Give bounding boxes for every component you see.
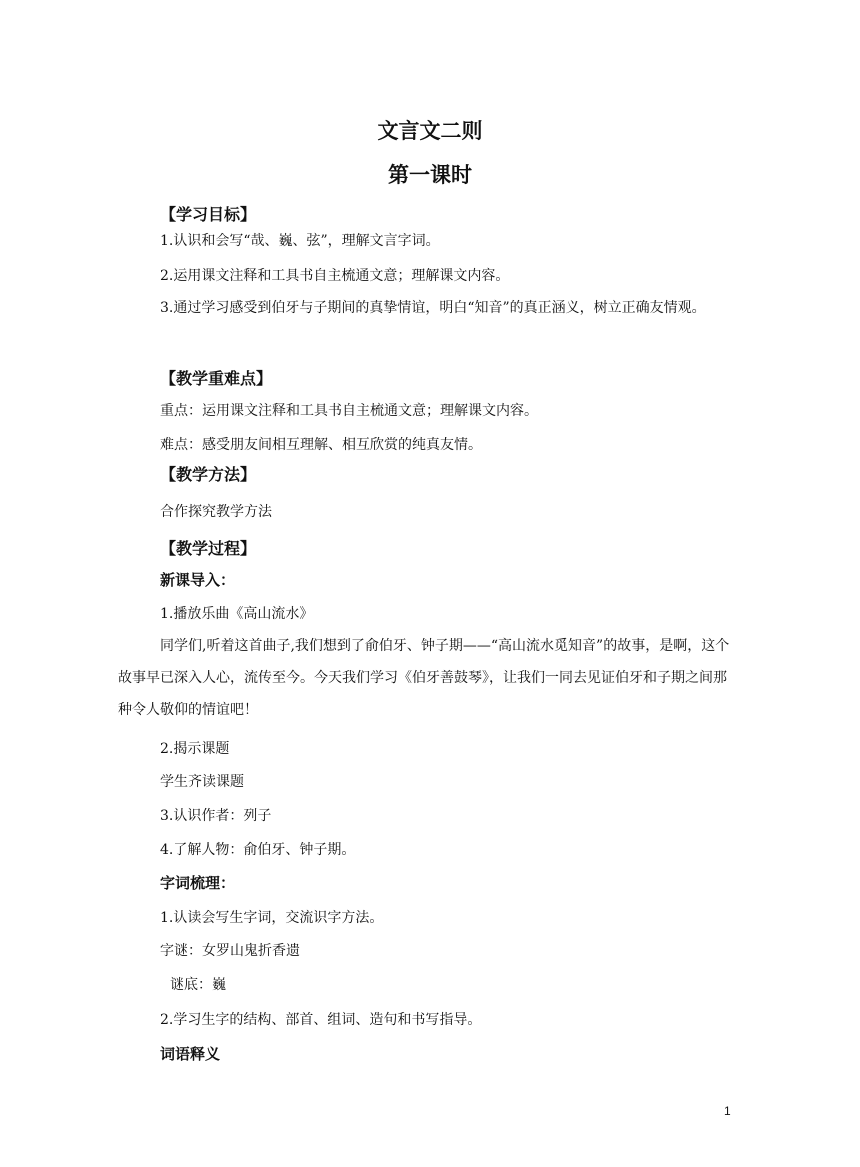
- intro-paragraph: 同学们,听着这首曲子,我们想到了俞伯牙、钟子期——“高山流水觅知音”的故事，是啊，这个故事早已深入人心，流传至今。今天我们学习《伯牙善鼓琴》，让我们一同去见证伯牙和子期之间那种令人敬仰的情谊吧！: [118, 638, 730, 718]
- words-item-2: 2.学习生字的结构、部首、组词、造句和书写指导。: [160, 1012, 482, 1028]
- intro-heading: 新课导入：: [160, 571, 236, 589]
- words-item-1: 1.认读会写生字词，交流识字方法。: [160, 910, 384, 926]
- riddle-answer: 谜底：巍: [170, 977, 226, 993]
- method-text: 合作探究教学方法: [160, 504, 272, 520]
- intro-item-2: 2.揭示课题: [160, 741, 230, 757]
- doc-title: 文言文二则: [377, 118, 483, 143]
- method-heading: 【教学方法】: [160, 465, 257, 484]
- intro-item-3: 3.认识作者：列子: [160, 808, 272, 824]
- process-heading: 【教学过程】: [160, 539, 257, 558]
- page-number: 1: [724, 1104, 731, 1118]
- goal-2: 2.运用课文注释和工具书自主梳通文意；理解课文内容。: [160, 268, 510, 284]
- keypoints-heading: 【教学重难点】: [160, 369, 273, 388]
- intro-item-2-sub: 学生齐读课题: [160, 774, 244, 790]
- difficult-point: 难点：感受朋友间相互理解、相互欣赏的纯真友情。: [160, 437, 482, 453]
- vocab-heading: 词语释义: [160, 1045, 221, 1063]
- goal-1: 1.认识和会写“哉、巍、弦”，理解文言字词。: [160, 233, 440, 249]
- doc-subtitle: 第一课时: [388, 162, 472, 187]
- key-point: 重点：运用课文注释和工具书自主梳通文意；理解课文内容。: [160, 403, 538, 419]
- goal-3: 3.通过学习感受到伯牙与子期间的真挚情谊，明白“知音”的真正涵义，树立正确友情观。: [160, 300, 706, 316]
- goals-heading: 【学习目标】: [160, 205, 257, 224]
- intro-item-1: 1.播放乐曲《高山流水》: [160, 606, 314, 622]
- intro-item-4: 4.了解人物：俞伯牙、钟子期。: [160, 842, 356, 858]
- words-heading: 字词梳理：: [160, 874, 236, 892]
- riddle: 字谜：女罗山鬼折香遗: [160, 943, 300, 959]
